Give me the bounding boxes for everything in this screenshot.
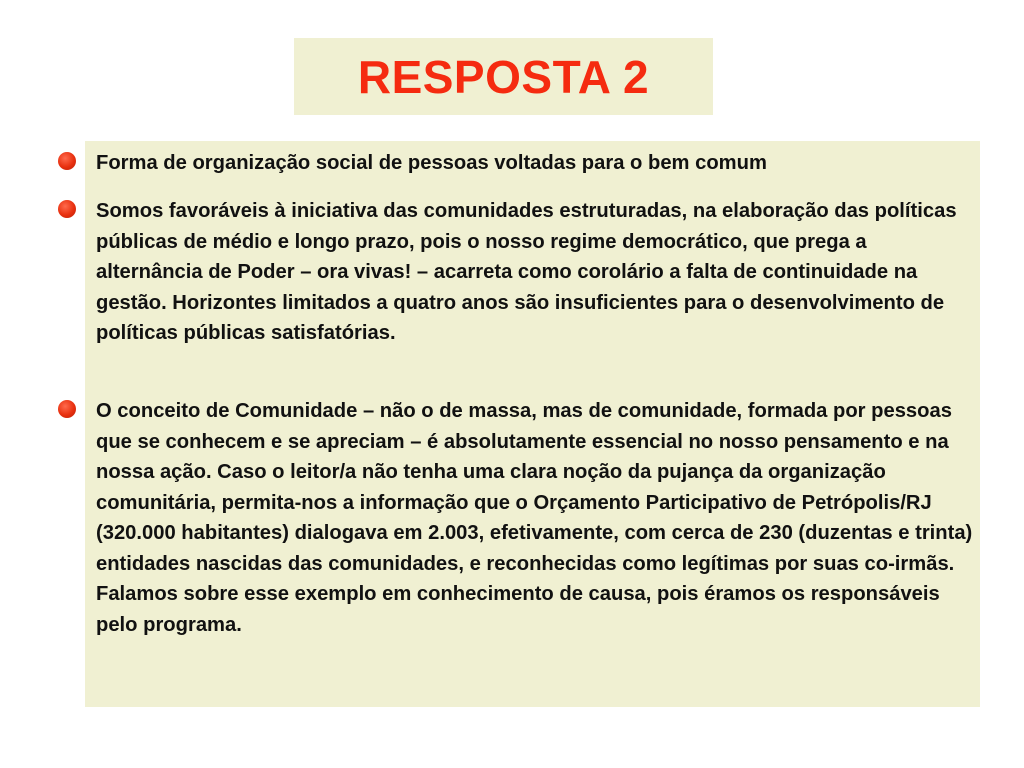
bullet-dot-icon bbox=[58, 400, 76, 418]
bullet-dot-icon bbox=[58, 200, 76, 218]
bullet-dot-icon bbox=[58, 152, 76, 170]
slide-title: RESPOSTA 2 bbox=[357, 50, 650, 103]
title-box bbox=[294, 38, 713, 115]
bullet-text: Somos favoráveis à iniciativa das comunidades estruturadas, na elaboração das políticas públicas de médio e longo prazo, pois o nosso regime democrático, que prega a alternância de Poder – ora vivas! – acarreta como corolário a falta de continuidade na gestão. Horizontes limitados a quatro anos são insuficientes para o desenvolvimento de políticas públicas satisfatórias. bbox=[96, 200, 957, 344]
bullet-text: O conceito de Comunidade – não o de massa, mas de comunidade, formada por pessoas que se conhecem e se apreciam – é absolutamente essencial no nosso pensamento e na nossa ação. Caso o leitor/a não tenha uma clara noção da pujança da organização comunitária, permita-nos a informação que o Orçamento Participativo de Petrópolis/RJ (320.000 habitantes) dialogava em 2.003, efetivamente, com cerca de 230 (duzentas e trinta) entidades nascidas das comunidades, e reconhecidas como legítimas por suas co-irmãs. Falamos sobre esse exemplo em conhecimento de causa, pois éramos os responsáveis pelo programa. bbox=[96, 400, 973, 636]
bullet-text: Forma de organização social de pessoas voltadas para o bem comum bbox=[96, 152, 767, 174]
